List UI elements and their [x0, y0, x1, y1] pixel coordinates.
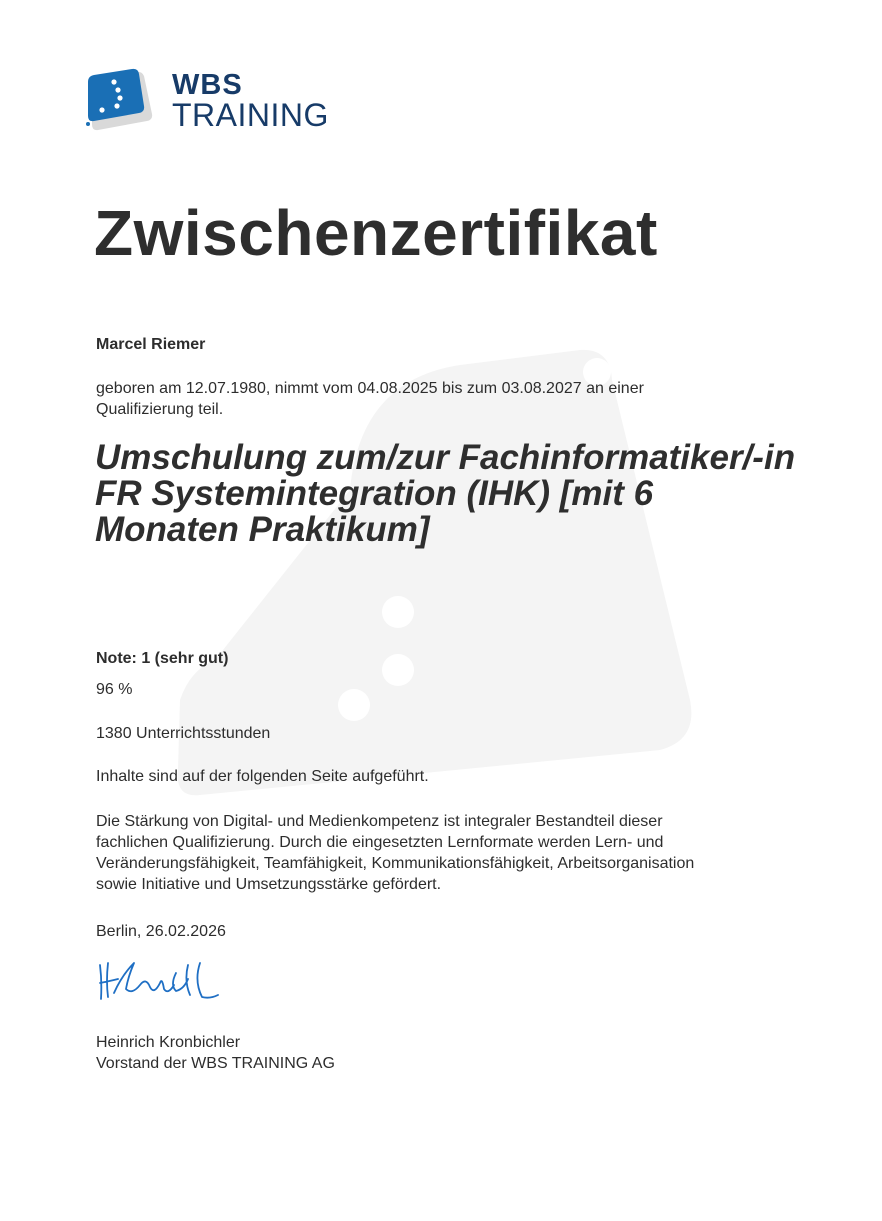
signature-icon	[96, 955, 226, 1005]
grade: Note: 1 (sehr gut)	[96, 650, 229, 667]
signatory-name: Heinrich Kronbichler	[96, 1034, 241, 1051]
course-line-1: Umschulung zum/zur Fachinformatiker/-in	[95, 438, 796, 477]
logo-line-training: TRAINING	[172, 97, 329, 133]
logo-wordmark	[172, 69, 329, 133]
place-date: Berlin, 26.02.2026	[96, 923, 226, 940]
competence-line: sowie Initiative und Umsetzungsstärke gefördert.	[96, 876, 442, 893]
birth-line-2: Qualifizierung teil.	[96, 401, 224, 418]
birth-line-1: geboren am 12.07.1980, nimmt vom 04.08.2025 bis zum 03.08.2027 an einer	[96, 380, 644, 397]
course-line-2: FR Systemintegration (IHK) [mit 6	[95, 474, 654, 513]
competence-line: fachlichen Qualifizierung. Durch die eingesetzten Lernformate werden Lern- und	[96, 834, 664, 851]
certificate-title: Zwischenzertifikat	[94, 197, 658, 269]
birth-statement	[96, 378, 644, 420]
course-line-3: Monaten Praktikum]	[95, 510, 430, 549]
competence-paragraph	[96, 811, 694, 895]
competence-line: Die Stärkung von Digital- und Medienkompetenz ist integraler Bestandteil dieser	[96, 813, 663, 830]
wbs-logo	[84, 66, 334, 142]
lesson-hours: 1380 Unterrichtsstunden	[96, 725, 271, 742]
percent: 96 %	[96, 681, 133, 698]
wbs-logo-icon	[84, 66, 158, 140]
signatory-role: Vorstand der WBS TRAINING AG	[96, 1055, 335, 1072]
signatory	[96, 1032, 335, 1074]
course-title	[95, 440, 855, 548]
competence-line: Veränderungsfähigkeit, Teamfähigkeit, Kommunikationsfähigkeit, Arbeitsorganisation	[96, 855, 695, 872]
logo-line-wbs: WBS	[172, 69, 243, 101]
contents-note: Inhalte sind auf der folgenden Seite aufgeführt.	[96, 768, 429, 785]
participant-name: Marcel Riemer	[96, 336, 206, 353]
